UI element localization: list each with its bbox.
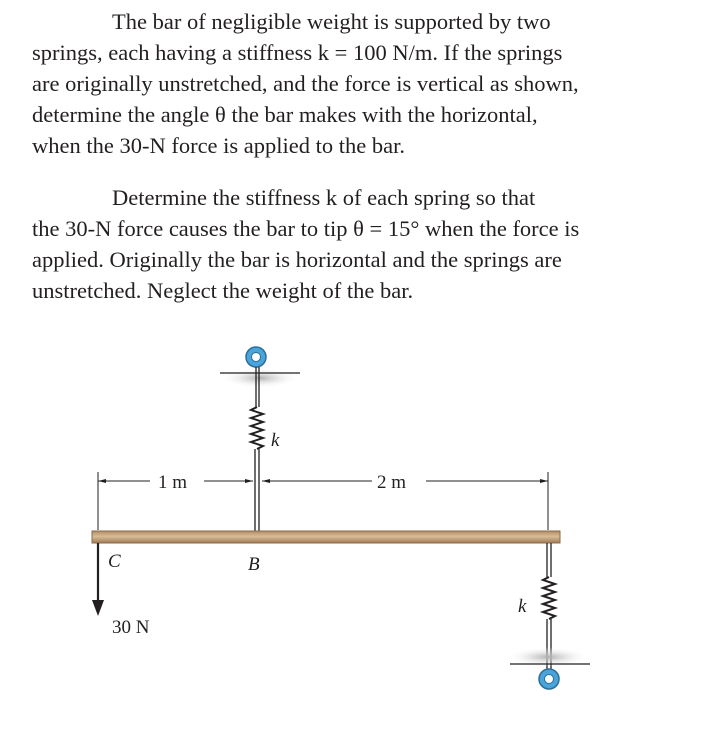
rigid-bar xyxy=(92,531,560,543)
point-b-label: B xyxy=(248,554,260,575)
force-arrow-head xyxy=(92,600,104,616)
dim-2m-label: 2 m xyxy=(377,472,407,493)
top-ground-shade xyxy=(220,368,300,388)
top-spring-label: k xyxy=(271,430,280,451)
top-support xyxy=(220,347,300,407)
point-c-label: C xyxy=(108,551,121,572)
p1-line-4: determine the angle θ the bar makes with the horizontal, xyxy=(32,102,538,127)
force-30n xyxy=(92,543,150,638)
p2-line-1: Determine the stiffness k of each spring so that xyxy=(112,185,536,210)
dimension-lines xyxy=(98,472,548,530)
p1-line-2: springs, each having a stiffness k = 100 N/m. If the springs xyxy=(32,40,563,65)
dim-1m-label: 1 m xyxy=(158,472,188,493)
force-label: 30 N xyxy=(112,617,150,638)
p1-line-3: are originally unstretched, and the force is vertical as shown, xyxy=(32,71,579,96)
p2-line-3: applied. Originally the bar is horizontal and the springs are xyxy=(32,247,562,272)
top-spring xyxy=(251,407,280,532)
p2-line-2: the 30-N force causes the bar to tip θ = 15° when the force is xyxy=(32,216,580,241)
p1-line-5: when the 30-N force is applied to the bar. xyxy=(32,133,406,158)
p1-line-1: The bar of negligible weight is supported by two xyxy=(112,9,551,34)
bottom-support xyxy=(506,647,590,689)
p2-line-4: unstretched. Neglect the weight of the bar. xyxy=(32,278,414,303)
bottom-spring-label: k xyxy=(518,596,527,617)
